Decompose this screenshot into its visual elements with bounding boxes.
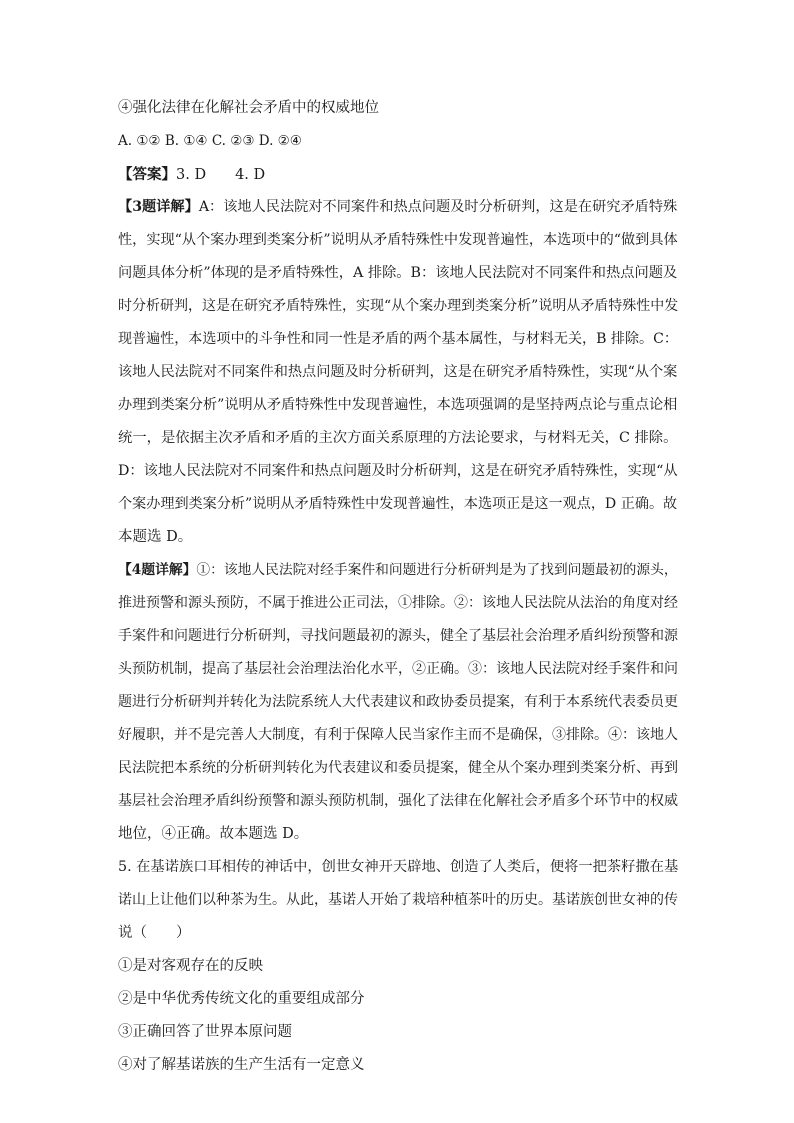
explanation-4-line — [118, 554, 678, 587]
explanation-4-line: 地位，④正确。故本题选 D。 — [118, 826, 309, 842]
explanation-3-line: 该地人民法院对不同案件和热点问题及时分析研判，这是在研究矛盾特殊性，实现“从个案 — [118, 364, 678, 380]
q4-options: A. ①② B. ①④ C. ②③ D. ②④ — [118, 133, 302, 149]
question-5-stem-line: 说（ ） — [118, 925, 191, 941]
explanation-3-line: 本题选 D。 — [118, 529, 193, 545]
question-5-item-3: ③正确回答了世界本原问题 — [118, 1024, 292, 1040]
explanation-3 — [118, 191, 678, 554]
explanation-4-line: 好履职，并不是完善人大制度，有利于保障人民当家作主而不是确保，③排除。④：该地人 — [118, 727, 678, 743]
answer-text: 3. D 4. D — [176, 167, 266, 183]
explanation-4-line: 基层社会治理矛盾纠纷预警和源头预防机制，强化了法律在化解社会矛盾多个环节中的权威 — [118, 793, 678, 809]
question-5-item-2: ②是中华优秀传统文化的重要组成部分 — [118, 991, 365, 1007]
explanation-4 — [118, 554, 678, 851]
answer-line — [118, 158, 678, 191]
explanation-4-line: 手案件和问题进行分析研判，寻找问题最初的源头，健全了基层社会治理矛盾纠纷预警和源 — [118, 628, 678, 644]
explanation-3-line: 现普遍性，本选项中的斗争性和同一性是矛盾的两个基本属性，与材料无关，B 排除。C： — [118, 331, 678, 347]
question-5-item-1: ①是对客观存在的反映 — [118, 958, 263, 974]
explanation-3-line: 办理到类案分析”说明从矛盾特殊性中发现普遍性，本选项强调的是坚持两点论与重点论相 — [118, 397, 678, 413]
question-5 — [118, 851, 678, 1082]
explanation-4-line: 题进行分析研判并转化为法院系统人大代表建议和政协委员提案，有利于本系统代表委员更 — [118, 694, 678, 710]
explanation-4-line: 民法院把本系统的分析研判转化为代表建议和委员提案，健全从个案办理到类案分析、再到 — [118, 760, 678, 776]
question-5-item-4: ④对了解基诺族的生产生活有一定意义 — [118, 1057, 365, 1073]
explanation-4-line: 头预防机制，提高了基层社会治理法治化水平，②正确。③：该地人民法院对经手案件和问 — [118, 661, 678, 677]
answer-label: 【答案】 — [118, 166, 176, 183]
explanation-4-text: ①：该地人民法院对经手案件和问题进行分析研判是为了找到问题最初的源头， — [196, 562, 678, 578]
question-5-stem-line: 5. 在基诺族口耳相传的神话中，创世女神开天辟地、创造了人类后，便将一把茶籽撒在基 — [118, 859, 679, 875]
explanation-3-line: 问题具体分析”体现的是矛盾特殊性，A 排除。B：该地人民法院对不同案件和热点问题及 — [118, 265, 678, 281]
explanation-3-text: A：该地人民法院对不同案件和热点问题及时分析研判，这是在研究矛盾特殊 — [198, 199, 678, 215]
q4-item-4: ④强化法律在化解社会矛盾中的权威地位 — [118, 100, 379, 116]
document-page — [118, 92, 678, 1082]
explanation-3-label: 【3题详解】 — [118, 199, 199, 215]
explanation-3-line: 统一，是依据主次矛盾和矛盾的主次方面关系原理的方法论要求，与材料无关，C 排除。 — [118, 430, 678, 446]
explanation-3-line: 时分析研判，这是在研究矛盾特殊性，实现“从个案办理到类案分析”说明从矛盾特殊性中发 — [118, 298, 679, 314]
explanation-4-line: 推进预警和源头预防，不属于推进公正司法，①排除。②：该地人民法院从法治的角度对经 — [118, 595, 678, 611]
explanation-3-line: 个案办理到类案分析”说明从矛盾特殊性中发现普遍性，本选项正是这一观点，D 正确。故 — [118, 496, 678, 512]
explanation-4-label: 【4题详解】 — [118, 562, 197, 578]
question-5-stem-line: 诺山上让他们以种茶为生。从此，基诺人开始了栽培种植茶叶的历史。基诺族创世女神的传 — [118, 892, 678, 908]
explanation-3-line: D：该地人民法院对不同案件和热点问题及时分析研判，这是在研究矛盾特殊性，实现“从 — [118, 463, 678, 479]
explanation-3-line — [118, 191, 678, 224]
explanation-3-line: 性，实现“从个案办理到类案分析”说明从矛盾特殊性中发现普遍性，本选项中的“做到具体 — [118, 232, 678, 248]
